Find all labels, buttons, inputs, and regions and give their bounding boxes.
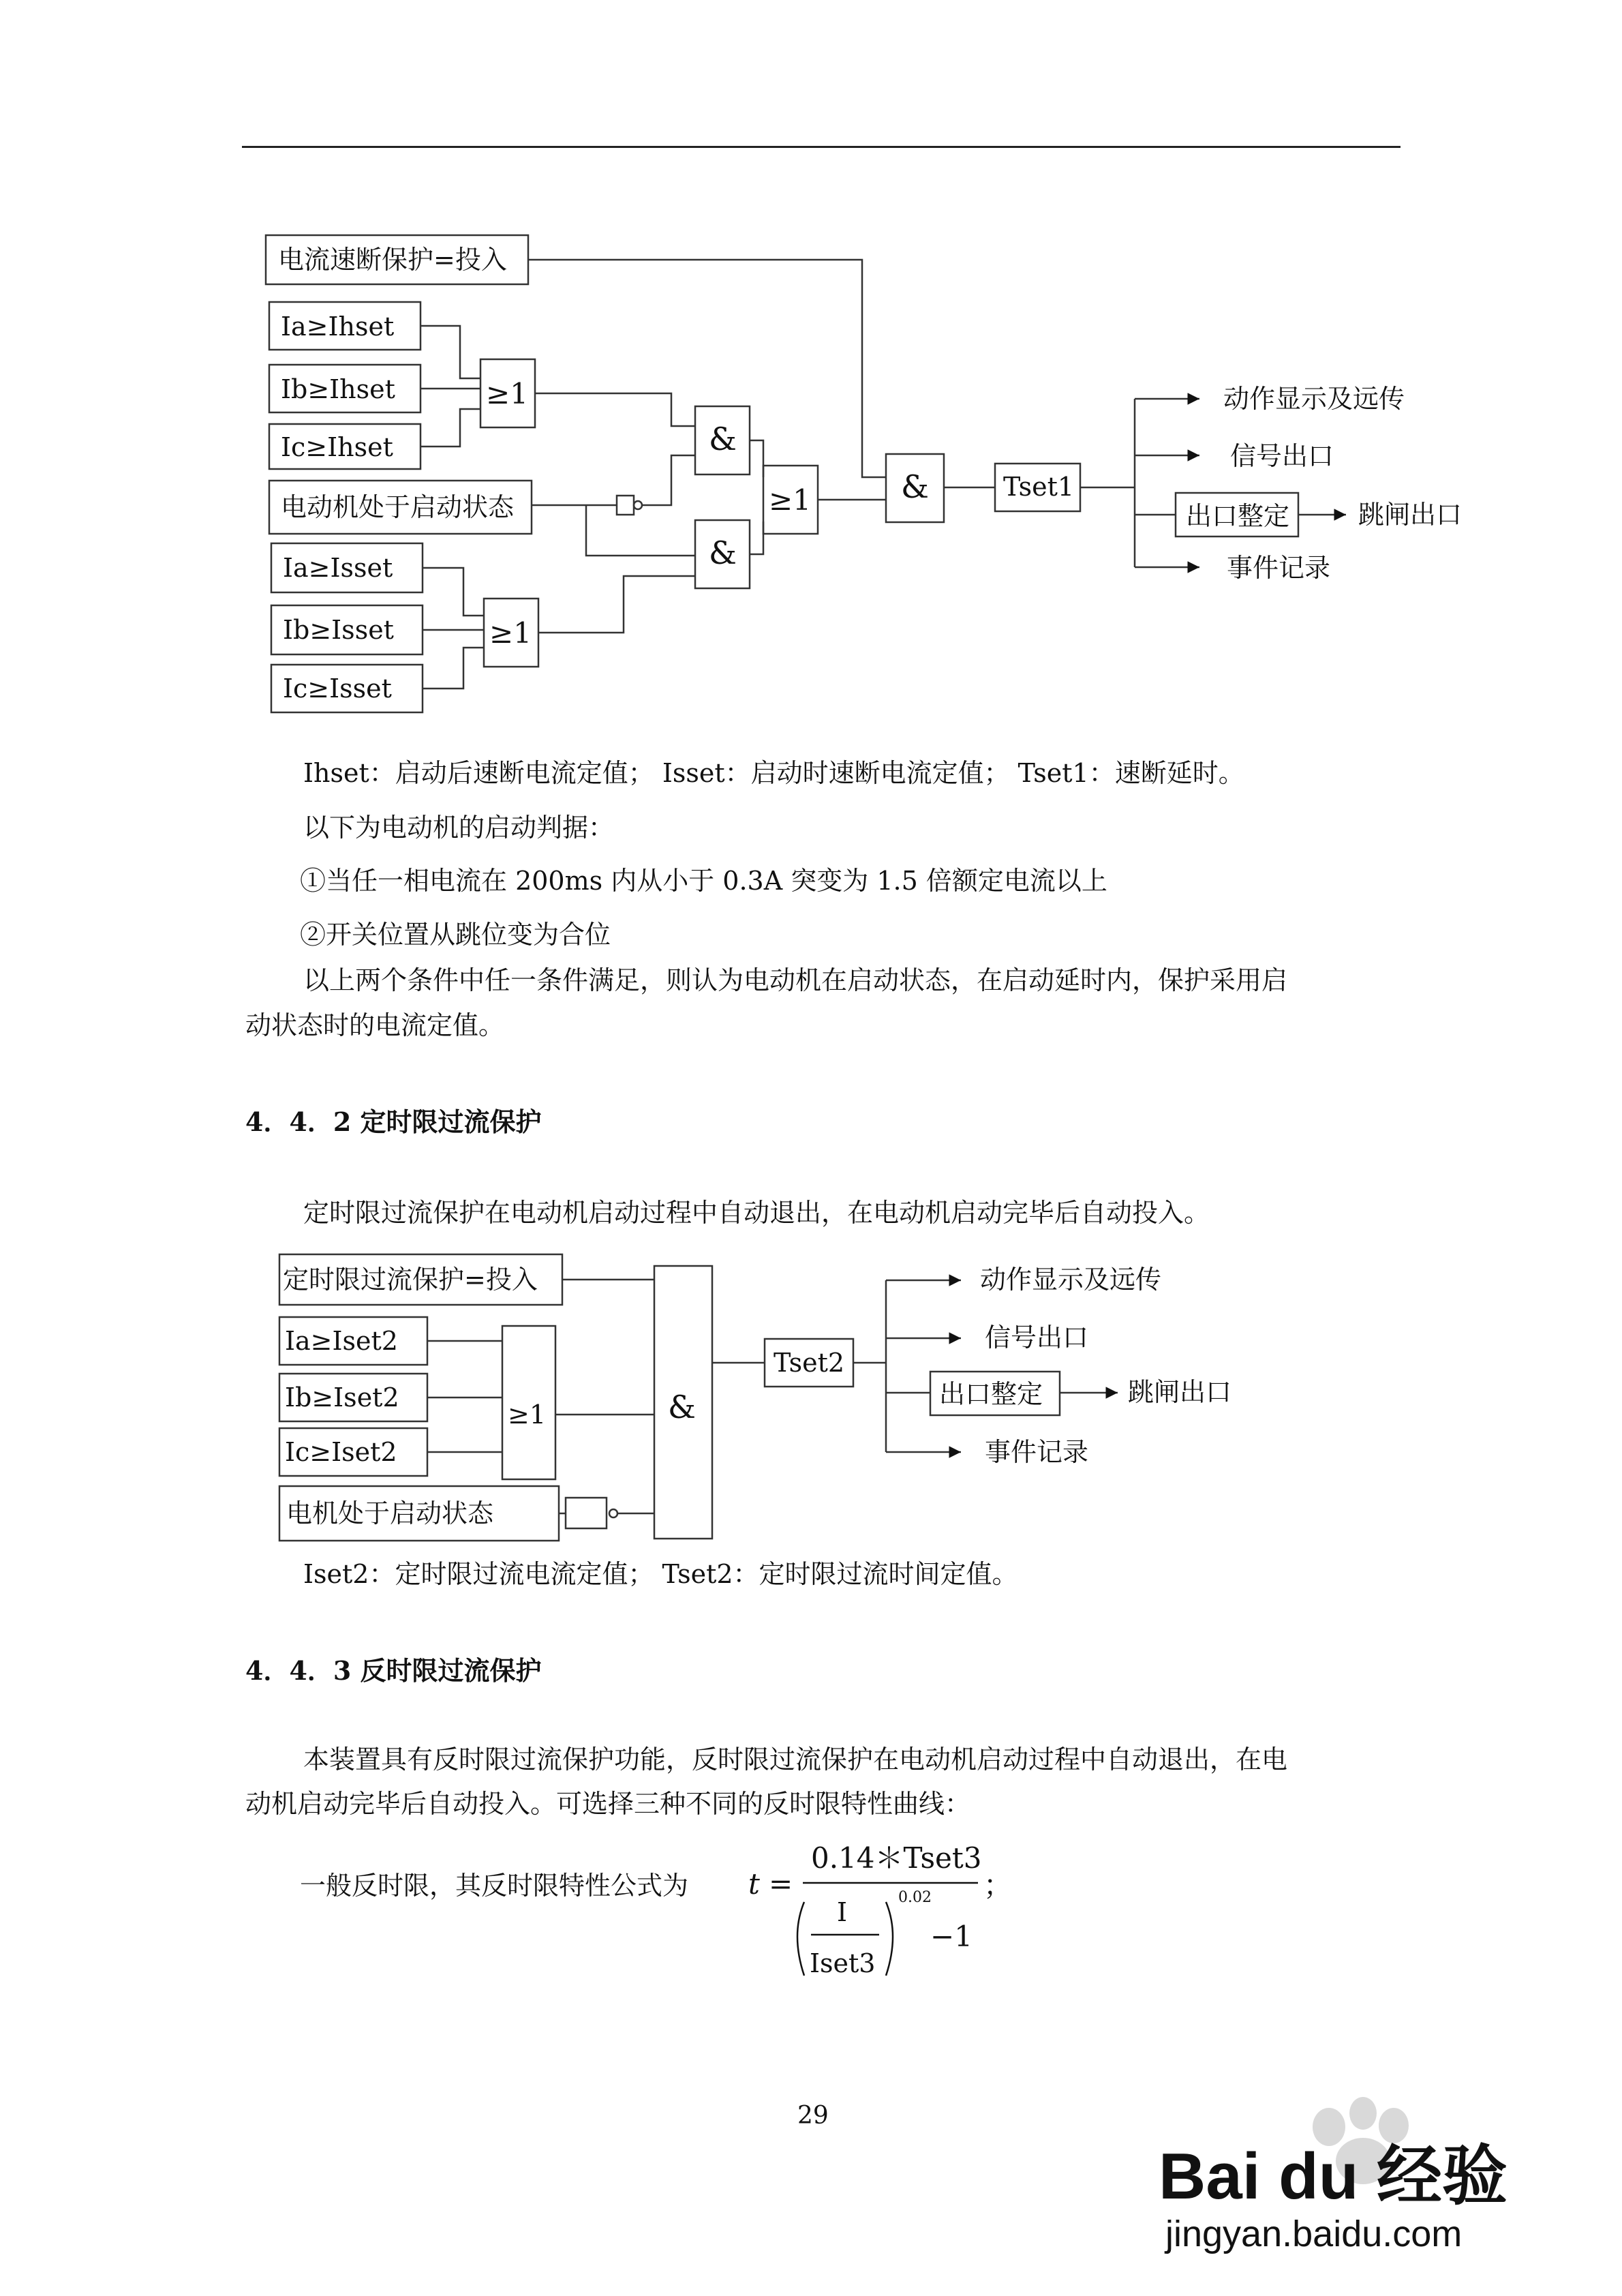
label2-ic: Ic≥Iset2 [285, 1437, 397, 1467]
formula-exponent: 0.02 [898, 1889, 932, 1906]
label2-ia: Ia≥Iset2 [285, 1326, 398, 1356]
conclusion-line-1: 以上两个条件中任一条件满足，则认为电动机在启动状态，在启动延时内，保护采用启 [303, 965, 1288, 995]
output-signal-1: 信号出口 [1230, 441, 1334, 471]
and-gate-1-label: & [709, 421, 737, 457]
label-ic-h: Ic≥Ihset [281, 432, 393, 462]
watermark-text: Bai du 经验 [1159, 2140, 1508, 2213]
definitions-1: Ihset：启动后速断电流定值； Isset：启动时速断电流定值； Tset1：速断延时。 [303, 758, 1244, 788]
formula-label: 一般反时限，其反时限特性公式为 [300, 1871, 689, 1901]
output-trip-1: 跳闸出口 [1358, 500, 1463, 530]
label-ia-s: Ia≥Isset [283, 553, 393, 583]
timer-label-2: Tset2 [774, 1348, 845, 1378]
output-setting-1: 出口整定 [1186, 501, 1290, 531]
label2-ib: Ib≥Iset2 [285, 1383, 399, 1413]
label-ic-s: Ic≥Isset [283, 674, 392, 704]
or-gate-1-label: ≥1 [486, 377, 528, 410]
label-enable: 电流速断保护=投入 [278, 245, 507, 275]
formula-frac-num: I [837, 1897, 848, 1927]
formula-numerator: 0.14＊Tset3 [811, 1841, 982, 1875]
output-record-1: 事件记录 [1227, 553, 1331, 583]
watermark-url: jingyan.baidu.com [1165, 2214, 1463, 2254]
criteria-intro: 以下为电动机的启动判据： [303, 813, 615, 843]
formula-end: ； [983, 1869, 1013, 1902]
section-443-line-1: 本装置具有反时限过流保护功能，反时限过流保护在电动机启动过程中自动退出，在电 [303, 1744, 1288, 1774]
criterion-2: ②开关位置从跳位变为合位 [300, 920, 611, 950]
output-display-2: 动作显示及远传 [980, 1265, 1162, 1295]
conclusion-line-2: 动状态时的电流定值。 [245, 1010, 505, 1040]
timer-label-1: Tset1 [1003, 472, 1075, 502]
formula-eq: = [769, 1867, 793, 1901]
output-setting-2: 出口整定 [939, 1379, 1043, 1409]
output-signal-2: 信号出口 [985, 1323, 1089, 1353]
output-display-1: 动作显示及远传 [1223, 384, 1405, 414]
section-heading-442: 4．4．2 定时限过流保护 [245, 1106, 542, 1137]
section-heading-443: 4．4．3 反时限过流保护 [245, 1655, 542, 1686]
or-gate-2-label: ≥1 [769, 483, 811, 517]
page-number: 29 [797, 2102, 829, 2130]
or-gate-3-label: ≥1 [489, 616, 532, 650]
and-gate-3-label: & [901, 468, 929, 505]
criterion-1: ①当任一相电流在 200ms 内从小于 0.3A 突变为 1.5 倍额定电流以上 [300, 866, 1107, 896]
formula-left-paren [797, 1902, 804, 1976]
output-trip-2: 跳闸出口 [1128, 1377, 1232, 1407]
label2-enable: 定时限过流保护=投入 [283, 1265, 538, 1295]
label-start: 电动机处于启动状态 [281, 492, 515, 522]
and-gate-4-label: & [668, 1389, 696, 1425]
section-443-line-2: 动机启动完毕后自动投入。可选择三种不同的反时限特性曲线： [245, 1789, 971, 1819]
definitions-2: Iset2：定时限过流电流定值； Tset2：定时限过流时间定值。 [303, 1559, 1018, 1589]
baidu-jingyan-logo [1159, 2086, 1540, 2263]
section-442-description: 定时限过流保护在电动机启动过程中自动退出，在电动机启动完毕后自动投入。 [303, 1198, 1210, 1228]
label2-start: 电机处于启动状态 [286, 1498, 494, 1528]
and-gate-2-label: & [709, 534, 737, 571]
label-ia-h: Ia≥Ihset [281, 312, 395, 342]
formula-right-paren [886, 1902, 893, 1976]
formula-lhs: t [748, 1867, 760, 1901]
formula-minus-one: −1 [930, 1920, 973, 1953]
output-record-2: 事件记录 [985, 1437, 1089, 1467]
label-ib-s: Ib≥Isset [283, 615, 394, 645]
label-ib-h: Ib≥Ihset [281, 374, 395, 404]
or-gate-4-label: ≥1 [508, 1400, 547, 1430]
formula-frac-den: Iset3 [810, 1948, 876, 1978]
